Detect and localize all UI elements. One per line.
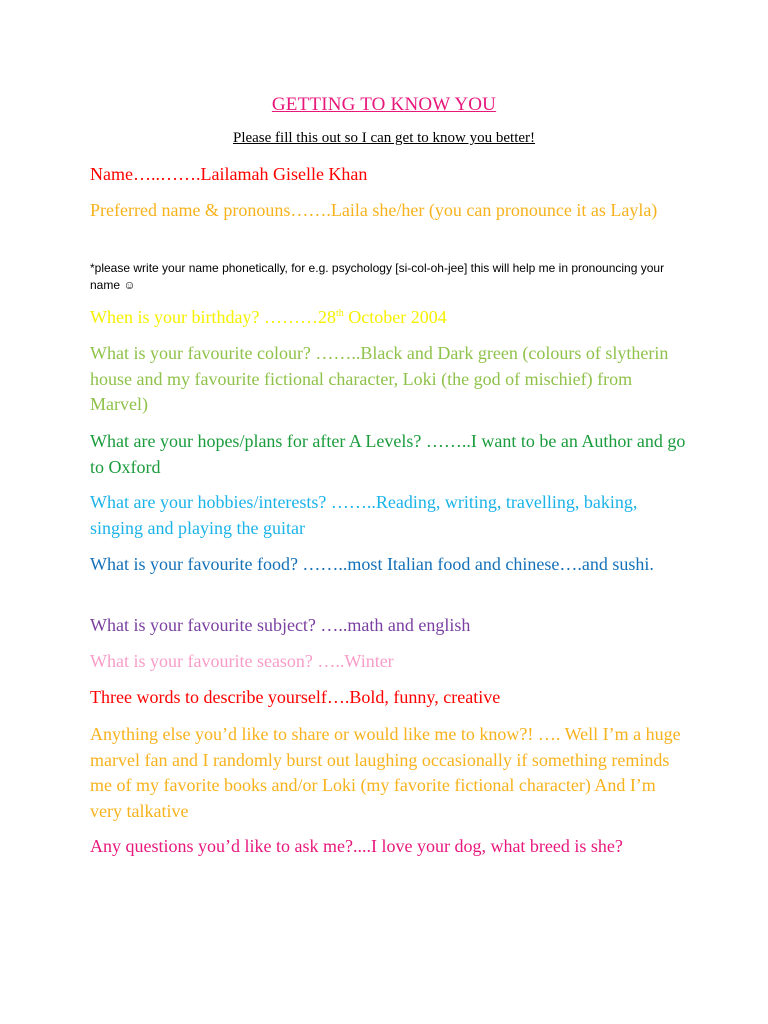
share-answer: Anything else you’d like to share or would like me to know?! …. Well I’m a huge marvel fan and I randomly burst out laughing occasionally if something reminds me of my favorite books and/or Loki (my favorite fictional character) And I’m very talkative <box>90 724 681 821</box>
birthday-ordinal-suffix: th <box>335 308 344 319</box>
birthday-rest: October 2004 <box>343 307 447 327</box>
plans-answer: What are your hopes/plans for after A Levels? ……..I want to be an Author and go to Oxford <box>90 431 686 477</box>
pronouns-answer: Preferred name & pronouns…….Laila she/her (you can pronounce it as Layla) <box>90 200 658 220</box>
page-subtitle: Please fill this out so I can get to know you better! <box>232 130 536 146</box>
subject-answer: What is your favourite subject? …..math and english <box>90 615 471 635</box>
colour-answer: What is your favourite colour? ……..Black and Dark green (colours of slytherin house and my favourite fictional character, Loki (the god of mischief) from Marvel) <box>90 343 669 414</box>
hobbies-answer: What are your hobbies/interests? ……..Reading, writing, travelling, baking, singing and playing the guitar <box>90 492 638 538</box>
questions-answer: Any questions you’d like to ask me?....I love your dog, what breed is she? <box>90 836 623 856</box>
birthday-prefix: When is your birthday? ………28 <box>90 307 336 327</box>
page-title: GETTING TO KNOW YOU <box>271 94 497 115</box>
phonetic-note: *please write your name phonetically, for e.g. psychology [si-col-oh-jee] this will help me in pronouncing your name ☺ <box>90 261 665 292</box>
birthday-answer <box>90 305 690 331</box>
season-answer: What is your favourite season? …..Winter <box>90 651 394 671</box>
food-answer: What is your favourite food? ……..most Italian food and chinese….and sushi. <box>90 554 654 574</box>
words-answer: Three words to describe yourself….Bold, funny, creative <box>90 687 501 707</box>
name-answer: Name…..…….Lailamah Giselle Khan <box>90 164 368 184</box>
